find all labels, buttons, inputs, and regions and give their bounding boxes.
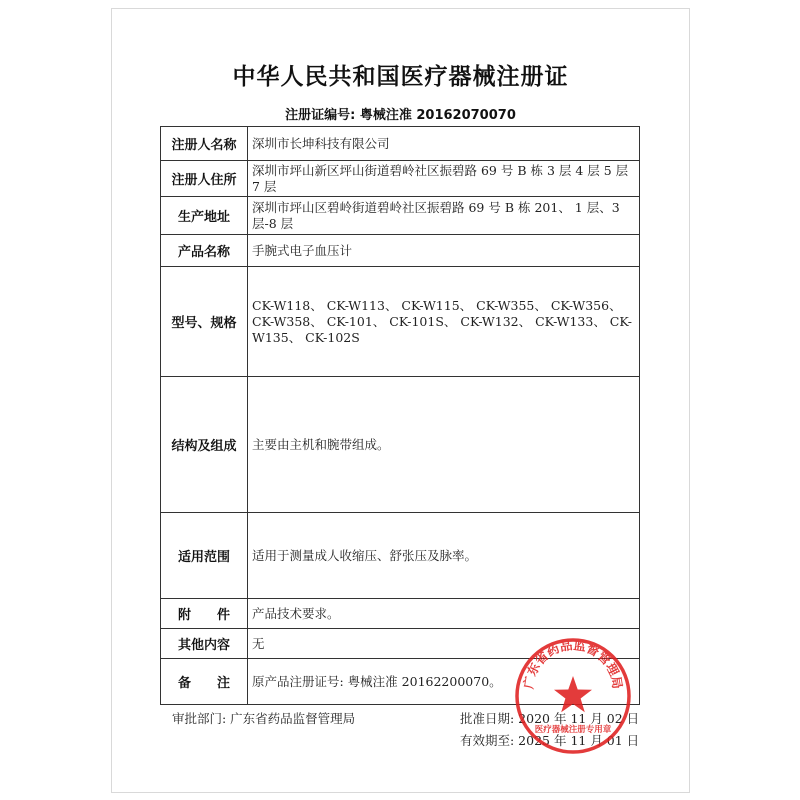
table-row <box>161 127 640 161</box>
table-row <box>161 161 640 197</box>
row-value: 深圳市坪山区碧岭街道碧岭社区振碧路 69 号 B 栋 201、 1 层、3 层-8 层 <box>248 197 640 235</box>
row-value: 手腕式电子血压计 <box>248 235 640 267</box>
document-title: 中华人民共和国医疗器械注册证 <box>232 64 569 90</box>
row-label: 备 注 <box>161 659 248 705</box>
row-value: 无 <box>248 629 640 659</box>
row-value: 适用于测量成人收缩压、舒张压及脉率。 <box>248 513 640 599</box>
row-value: 产品技术要求。 <box>248 599 640 629</box>
table-row <box>161 377 640 513</box>
table-row <box>161 235 640 267</box>
row-label: 生产地址 <box>161 197 248 235</box>
seal-text: 广东省药品监督管理局 <box>520 637 626 690</box>
registration-number: 注册证编号: 粤械注准 20162070070 <box>285 108 516 123</box>
table-row <box>161 267 640 377</box>
row-label: 产品名称 <box>161 235 248 267</box>
table-row <box>161 513 640 599</box>
row-label: 结构及组成 <box>161 377 248 513</box>
row-value: 深圳市坪山新区坪山街道碧岭社区振碧路 69 号 B 栋 3 层 4 层 5 层 7 层 <box>248 161 640 197</box>
row-value: 主要由主机和腕带组成。 <box>248 377 640 513</box>
seal-subtext: 医疗器械注册专用章 <box>534 725 612 735</box>
table-row <box>161 599 640 629</box>
approval-date: 批准日期: 2020 年 11 月 02 日 <box>460 711 640 726</box>
certificate-table <box>160 126 640 705</box>
row-value: 深圳市长坤科技有限公司 <box>248 127 640 161</box>
row-value: 原产品注册证号: 粤械注准 20162200070。 <box>248 659 640 705</box>
row-label: 适用范围 <box>161 513 248 599</box>
row-label: 其他内容 <box>161 629 248 659</box>
table-row <box>161 197 640 235</box>
row-label: 注册人住所 <box>161 161 248 197</box>
row-label: 注册人名称 <box>161 127 248 161</box>
row-label: 型号、规格 <box>161 267 248 377</box>
row-value: CK-W118、 CK-W113、 CK-W115、 CK-W355、 CK-W356、 CK-W358、 CK-101、 CK-101S、 CK-W132、 CK-W133、 CK-W135、 CK-102S <box>248 267 640 377</box>
valid-until-date: 有效期至: 2025 年 11 月 01 日 <box>460 733 640 748</box>
approval-department: 审批部门: 广东省药品监督管理局 <box>172 711 356 726</box>
official-seal-icon <box>513 636 633 756</box>
row-label: 附 件 <box>161 599 248 629</box>
